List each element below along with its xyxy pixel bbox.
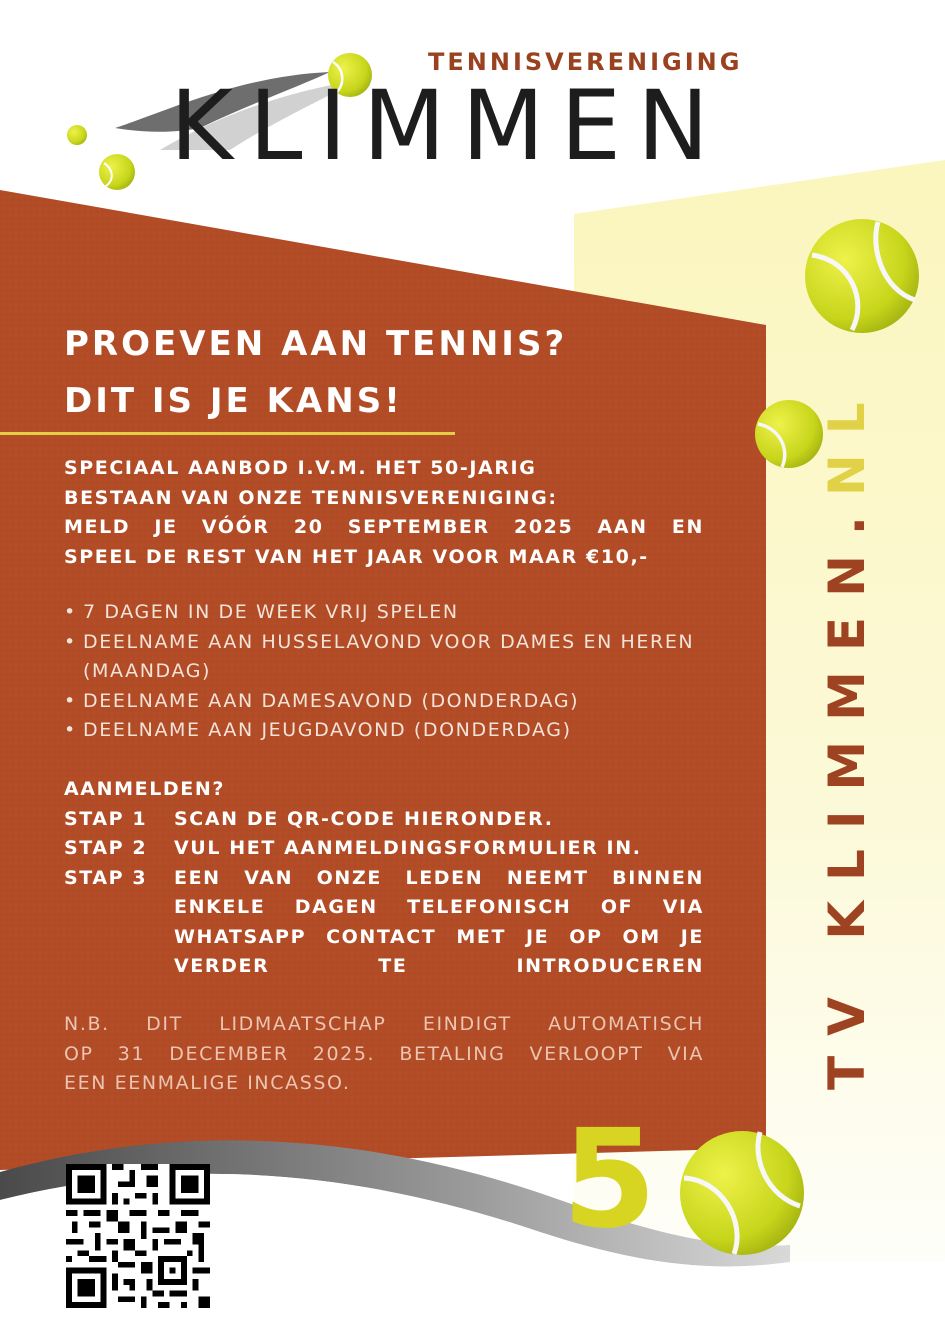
headline-line-2: DIT IS JE KANS!	[64, 381, 403, 421]
qr-code-icon[interactable]	[66, 1164, 210, 1308]
signup-step	[64, 805, 704, 835]
club-name-logo: KLIMMEN	[170, 70, 725, 182]
benefits-list	[64, 598, 709, 746]
list-item: • DEELNAME AAN DAMESAVOND (DONDERDAG)	[64, 687, 709, 717]
website-url[interactable]	[818, 382, 876, 1090]
offer-line: MELD JE VÓÓR 20 SEPTEMBER 2025 AAN EN	[64, 516, 704, 538]
website-url-tld: NL	[818, 382, 876, 497]
signup-heading: AANMELDEN?	[64, 778, 225, 800]
offer-line: BESTAAN VAN ONZE TENNISVERENIGING:	[64, 486, 558, 509]
tennis-ball-icon	[67, 125, 87, 145]
membership-note	[64, 1010, 704, 1099]
offer-text	[64, 454, 704, 572]
step-label: STAP 1	[64, 807, 148, 830]
website-url-main: TV KLIMMEN.	[818, 496, 876, 1090]
club-label: TENNISVERENIGING	[428, 48, 743, 76]
tennis-ball-icon	[99, 154, 135, 190]
signup-step	[64, 834, 704, 864]
list-item: • DEELNAME AAN JEUGDAVOND (DONDERDAG)	[64, 716, 709, 746]
note-line: EEN EENMALIGE INCASSO.	[64, 1072, 351, 1094]
bullet-icon: •	[64, 601, 77, 623]
bullet-icon: •	[64, 719, 77, 741]
offer-line: SPECIAAL AANBOD I.V.M. HET 50-JARIG	[64, 457, 537, 479]
tennis-ball-icon	[680, 1131, 804, 1255]
anniversary-digit: 5	[562, 1101, 657, 1259]
bullet-icon: •	[64, 689, 77, 712]
tennis-ball-icon	[755, 400, 823, 468]
signup-section	[64, 775, 704, 982]
step-label: STAP 3	[64, 866, 148, 889]
step-text: EEN VAN ONZE LEDEN NEEMT BINNEN ENKELE DAGEN TELEFONISCH OF VIA WHATSAPP CONTACT MET JE OP OM JE VERDER TE INTRODUCEREN	[174, 866, 704, 977]
tennis-ball-icon	[805, 219, 919, 333]
list-item: • DEELNAME AAN HUSSELAVOND VOOR DAMES EN HEREN (MAANDAG)	[64, 628, 709, 687]
step-text: SCAN DE QR-CODE HIERONDER.	[174, 807, 554, 830]
headline	[64, 316, 704, 430]
step-label: STAP 2	[64, 837, 148, 859]
signup-step	[64, 864, 704, 982]
note-line: N.B. DIT LIDMAATSCHAP EINDIGT AUTOMATISCH	[64, 1013, 704, 1035]
list-item: • 7 DAGEN IN DE WEEK VRIJ SPELEN	[64, 598, 709, 628]
step-text: VUL HET AANMELDINGSFORMULIER IN.	[174, 837, 642, 859]
bullet-icon: •	[64, 630, 77, 653]
note-line: OP 31 DECEMBER 2025. BETALING VERLOOPT VIA	[64, 1042, 704, 1065]
divider-line	[0, 432, 455, 435]
headline-line-1: PROEVEN AAN TENNIS?	[64, 324, 568, 364]
offer-line: SPEEL DE REST VAN HET JAAR VOOR MAAR €10,-	[64, 545, 649, 568]
